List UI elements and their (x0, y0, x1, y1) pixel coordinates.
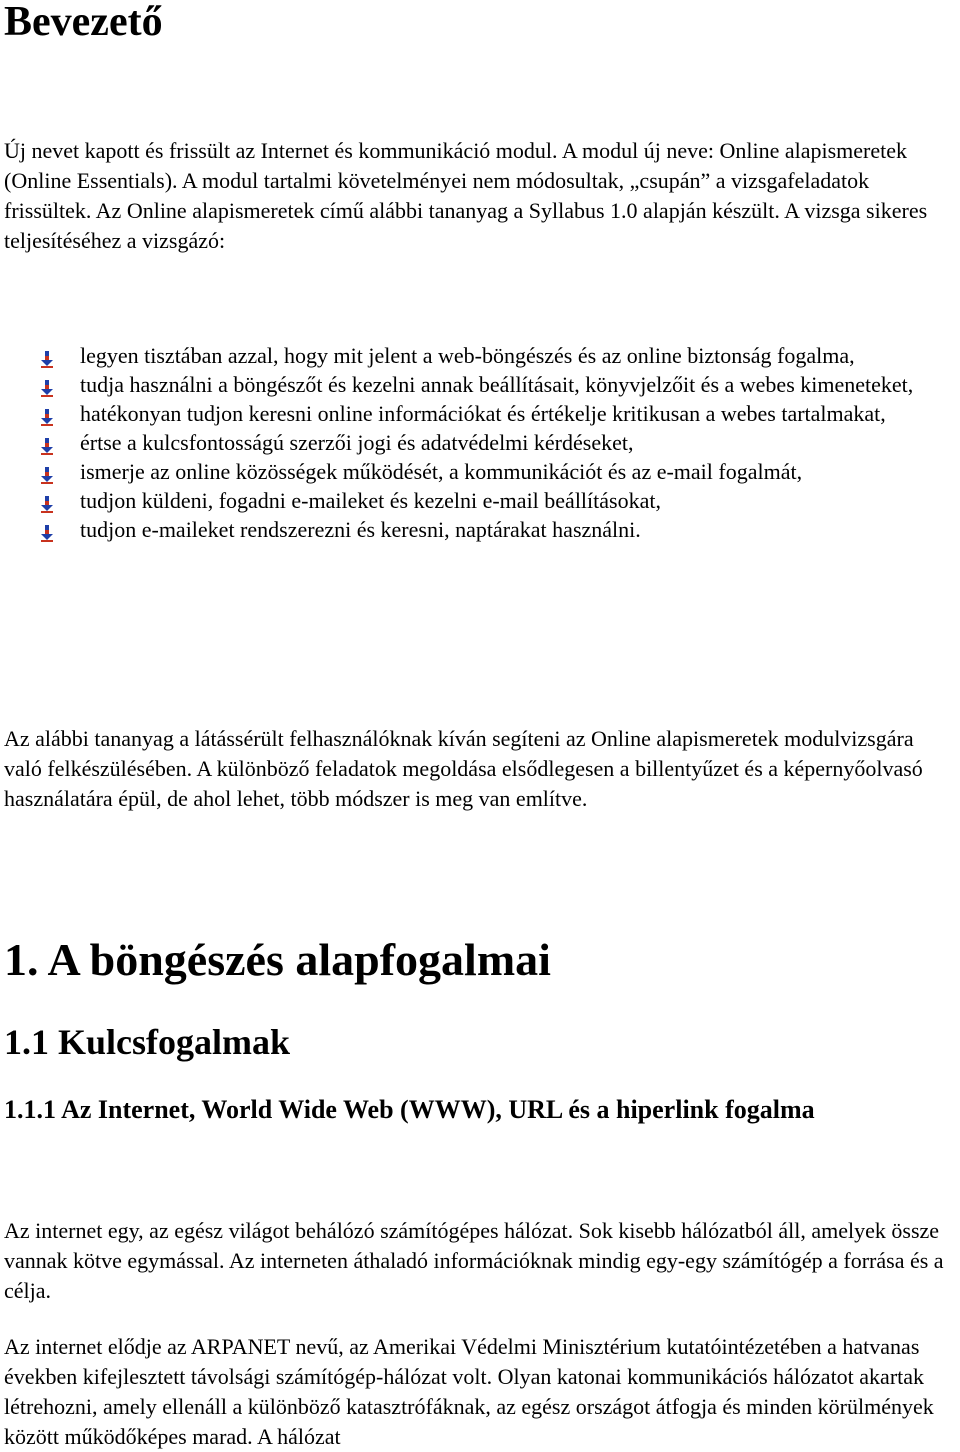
bullet-marker-icon (40, 463, 54, 481)
requirements-list (40, 341, 940, 544)
list-item (40, 370, 940, 399)
list-item (40, 457, 940, 486)
bullet-marker-icon (40, 492, 54, 510)
bullet-marker-icon (40, 405, 54, 423)
bullet-marker-icon (40, 376, 54, 394)
bullet-marker-svg (40, 467, 54, 485)
list-item (40, 428, 940, 457)
list-item-text: legyen tisztában azzal, hogy mit jelent a web-böngészés és az online biztonság fogalma, (80, 343, 855, 368)
section-heading-1-1-1: 1.1.1 Az Internet, World Wide Web (WWW), URL és a hiperlink fogalma (4, 1095, 815, 1124)
section-heading-1-1: 1.1 Kulcsfogalmak (4, 1022, 291, 1062)
list-item (40, 399, 940, 428)
bullet-marker-svg (40, 496, 54, 514)
arpanet-paragraph: Az internet elődje az ARPANET nevű, az Amerikai Védelmi Minisztérium kutatóintézetében a hatvanas években kifejlesztett távolsági számítógép-hálózat volt. Olyan katonai kommunikációs hálózatot akartak létrehozni, amely ellenáll a különböző katasztrófáknak, az egész országot átfogja és minden körülmények között működőképes marad. A hálózat (4, 1334, 934, 1449)
bullet-marker-svg (40, 438, 54, 456)
internet-definition-paragraph: Az internet egy, az egész világot behálózó számítógépes hálózat. Sok kisebb hálózatból áll, amelyek össze vannak kötve egymással. Az interneten áthaladó információknak mindig egy-egy számítógép a forrása és a célja. (4, 1218, 944, 1303)
bullet-marker-svg (40, 380, 54, 398)
intro-paragraph: Új nevet kapott és frissült az Internet és kommunikáció modul. A modul új neve: Online alapismeretek (Online Essentials). A modul tartalmi követelményei nem módosultak, „csupán” a vizsgafeladatok frissültek. Az Online alapismeretek című alábbi tananyag a Syllabus 1.0 alapján készült. A vizsga sikeres teljesítéséhez a vizsgázó: (4, 138, 928, 253)
page-title: Bevezető (4, 0, 163, 45)
list-item (40, 515, 940, 544)
bullet-marker-svg (40, 525, 54, 543)
accessibility-paragraph: Az alábbi tananyag a látássérült felhasználóknak kíván segíteni az Online alapismeretek modulvizsgára való felkészülésében. A különböző feladatok megoldása elsődlegesen a billentyűzet és a képernyőolvasó használatára épül, de ahol lehet, több módszer is meg van említve. (4, 726, 923, 811)
bullet-marker-svg (40, 351, 54, 369)
list-item-text: tudjon küldeni, fogadni e-maileket és kezelni e-mail beállításokat, (80, 488, 661, 513)
list-item-text: tudja használni a böngészőt és kezelni annak beállításait, könyvjelzőit és a webes kimeneteket, (80, 372, 914, 397)
bullet-marker-icon (40, 521, 54, 539)
bullet-marker-icon (40, 434, 54, 452)
bullet-marker-icon (40, 347, 54, 365)
bullet-marker-svg (40, 409, 54, 427)
list-item (40, 486, 940, 515)
list-item-text: hatékonyan tudjon keresni online információkat és értékelje kritikusan a webes tartalmakat, (80, 401, 886, 426)
section-heading-1: 1. A böngészés alapfogalmai (4, 934, 551, 985)
list-item-text: értse a kulcsfontosságú szerzői jogi és adatvédelmi kérdéseket, (80, 430, 634, 455)
list-item-text: tudjon e-maileket rendszerezni és keresni, naptárakat használni. (80, 517, 641, 542)
list-item (40, 341, 940, 370)
list-item-text: ismerje az online közösségek működését, a kommunikációt és az e-mail fogalmát, (80, 459, 803, 484)
